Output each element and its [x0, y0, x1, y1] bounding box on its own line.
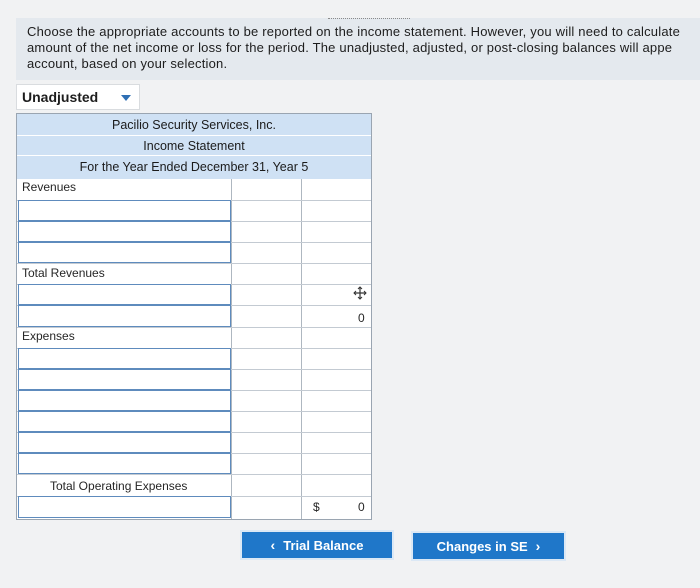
chevron-left-icon: ‹ — [270, 537, 276, 553]
expense-account-input-5[interactable] — [18, 432, 231, 453]
currency-symbol: $ — [313, 500, 320, 514]
revenue-account-input-2[interactable] — [18, 221, 231, 242]
statement-period: For the Year Ended December 31, Year 5 — [79, 160, 309, 174]
balance-type-select[interactable] — [16, 84, 140, 110]
trial-balance-label: Trial Balance — [283, 537, 364, 553]
expense-account-input-3[interactable] — [18, 390, 231, 411]
total-revenues-label: Total Revenues — [22, 266, 105, 280]
revenues-label: Revenues — [22, 180, 77, 194]
expense-account-input-4[interactable] — [18, 411, 231, 432]
statement-title: Income Statement — [143, 139, 245, 153]
period-header — [17, 156, 371, 179]
caret-down-icon — [121, 95, 131, 101]
revenue-account-input-1[interactable] — [18, 200, 231, 221]
amount-column — [232, 179, 302, 519]
dotted-divider — [328, 18, 410, 19]
balance-type-value: Unadjusted — [22, 89, 99, 105]
expense-account-input-2[interactable] — [18, 369, 231, 390]
trial-balance-button[interactable] — [240, 530, 394, 560]
account-input-5[interactable] — [18, 305, 231, 327]
account-input-4[interactable] — [18, 284, 231, 305]
total-operating-expenses-label: Total Operating Expenses — [50, 479, 188, 493]
instructions-line-3: account, based on your selection. — [27, 56, 228, 71]
total-revenues-value: 0 — [358, 311, 365, 325]
expense-account-input-1[interactable] — [18, 348, 231, 369]
instructions-line-2: amount of the net income or loss for the period. The unadjusted, adjusted, or post-closing balances will appe — [27, 40, 673, 55]
changes-in-se-label: Changes in SE — [436, 538, 528, 554]
instructions-line-1: Choose the appropriate accounts to be reported on the income statement. However, you will need to calculate — [27, 24, 680, 39]
instructions-panel — [16, 18, 700, 80]
income-statement-table — [16, 113, 372, 520]
move-cursor-icon — [353, 286, 367, 300]
statement-title-header — [17, 136, 371, 156]
changes-in-se-button[interactable] — [411, 531, 566, 561]
expenses-label: Expenses — [22, 329, 75, 343]
chevron-right-icon: › — [535, 538, 541, 554]
revenue-account-input-3[interactable] — [18, 242, 231, 263]
company-name-header — [17, 114, 371, 136]
account-input-final[interactable] — [18, 496, 231, 518]
expense-account-input-6[interactable] — [18, 453, 231, 474]
company-name: Pacilio Security Services, Inc. — [112, 118, 276, 132]
total-operating-expenses-value: 0 — [358, 500, 365, 514]
